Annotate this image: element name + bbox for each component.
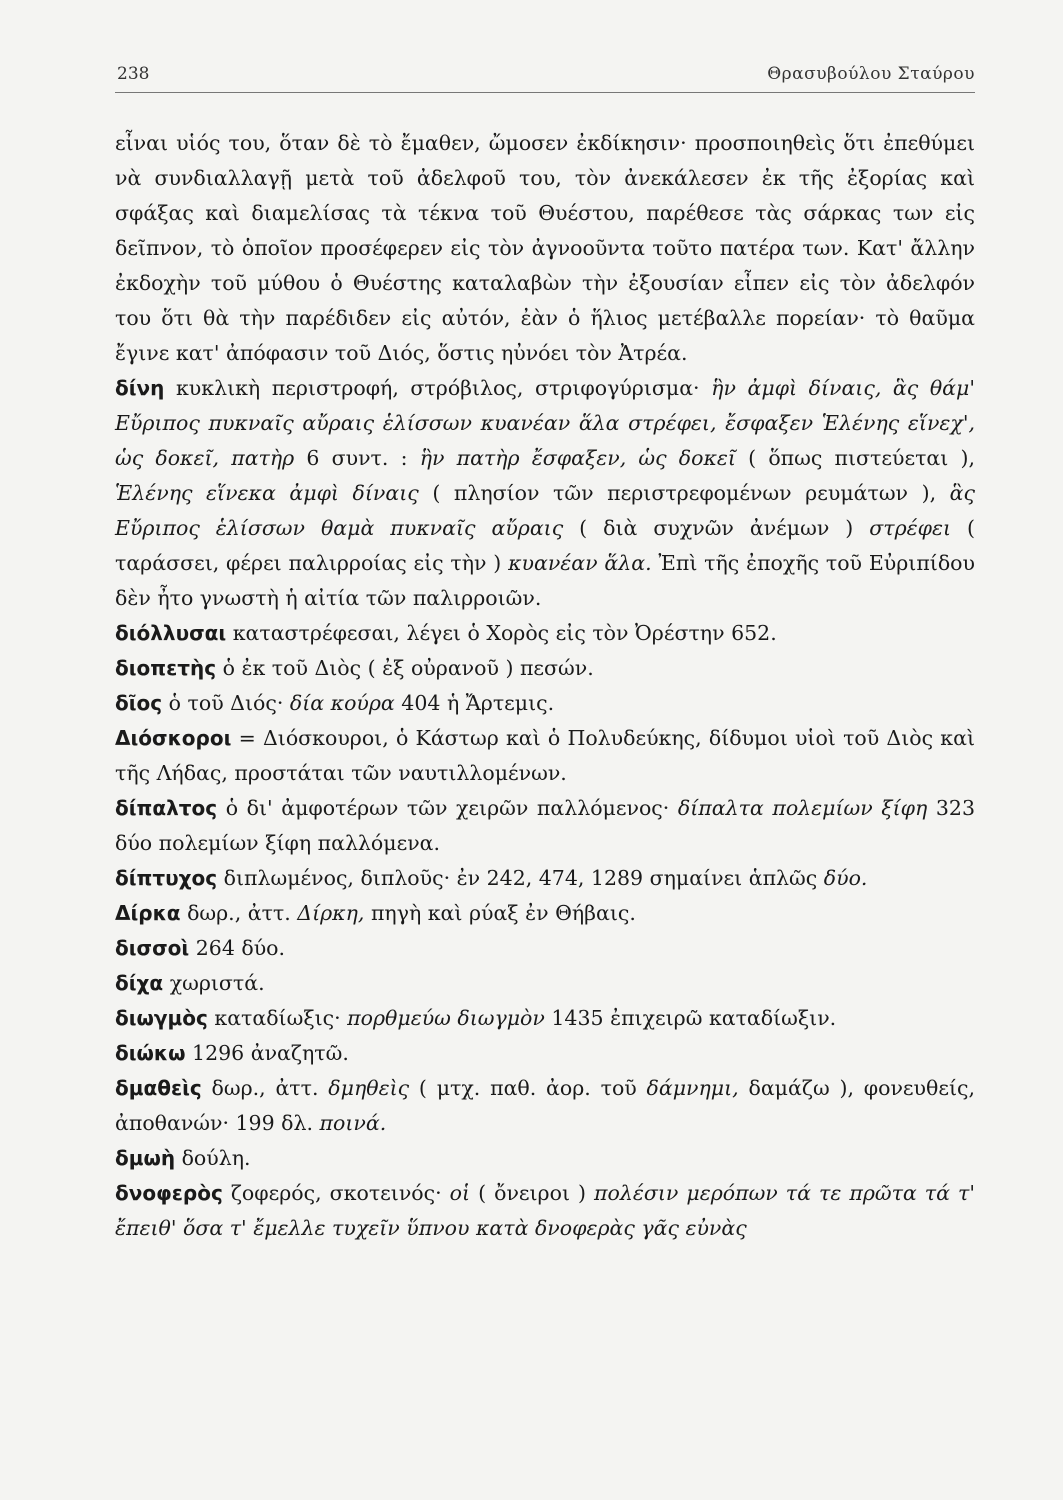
- quote-text: πολέσιν μερόπων τά τε πρῶτα τά τ' ἔπειθ' ὅσα τ' ἔμελλε τυχεῖν ὕπνου κατὰ δνοφερὰς γᾶς εὐνὰς: [115, 1181, 975, 1240]
- quote-text: κυανέαν ἅλα.: [508, 551, 652, 575]
- headword: δμωὴ: [115, 1146, 176, 1170]
- quote-text: οἱ: [449, 1181, 471, 1205]
- entry-dnoferos: [115, 1176, 975, 1246]
- quote-text: δίπαλτα πολεμίων ξίφη: [677, 796, 928, 820]
- entry-dissoi: [115, 931, 975, 966]
- headword: διωγμὸς: [115, 1006, 208, 1030]
- entry-diollysai: [115, 616, 975, 651]
- quote-text: δμηθεὶς: [328, 1076, 410, 1100]
- quote-text: δία κούρα: [289, 691, 395, 715]
- headword: διόλλυσαι: [115, 621, 227, 645]
- entry-text: 323 δύο πολεμίων ξίφη παλλόμενα.: [115, 796, 975, 855]
- quote-text: Ἑλένης εἵνεκα ἀμφὶ δίναις: [115, 481, 419, 505]
- quote-text: στρέφει: [869, 516, 952, 540]
- entry-dmatheis: [115, 1071, 975, 1141]
- entry-text: ὁ δι' ἀμφοτέρων τῶν χειρῶν παλλόμενος·: [217, 796, 678, 820]
- headword: διώκω: [115, 1041, 186, 1065]
- entry-text: ( πλησίον τῶν περιστρεφομένων ρευμάτων ),: [418, 481, 950, 505]
- entry-text: κυκλικὴ περιστροφή, στρόβιλος, στριφογύρισμα·: [164, 376, 712, 400]
- entry-text: ( ταράσσει, φέρει παλιρροίας εἰς τὴν ): [115, 516, 976, 575]
- entry-text: διπλωμένος, διπλοῦς· ἐν 242, 474, 1289 σημαίνει ἁπλῶς: [217, 866, 824, 890]
- quote-text: ἣν πατὴρ ἔσφαξεν, ὡς δοκεῖ: [419, 446, 736, 470]
- entry-text: 1296 ἀναζητῶ.: [185, 1041, 349, 1065]
- entry-text: 1435 ἐπιχειρῶ καταδίωξιν.: [544, 1006, 837, 1030]
- entry-dicha: [115, 966, 975, 1001]
- entry-text: 264 δύο.: [189, 936, 286, 960]
- headword: δίπτυχος: [115, 866, 218, 890]
- entry-diopetis: [115, 651, 975, 686]
- entry-text: ( διὰ συχνῶν ἀνέμων ): [563, 516, 870, 540]
- entry-text: δούλη.: [175, 1146, 251, 1170]
- quote-text: δύο.: [823, 866, 868, 890]
- entry-diogmos: [115, 1001, 975, 1036]
- headword: δίνη: [115, 376, 165, 400]
- headword: δίχα: [115, 971, 164, 995]
- headword: Δίρκα: [115, 901, 181, 925]
- entry-diptychos: [115, 861, 975, 896]
- entry-text: 404 ἡ Ἄρτεμις.: [394, 691, 555, 715]
- entry-text: καταστρέφεσαι, λέγει ὁ Χορὸς εἰς τὸν Ὀρέστην 652.: [226, 621, 777, 645]
- entry-text: χωριστά.: [163, 971, 265, 995]
- headword: Διόσκοροι: [115, 726, 232, 750]
- entry-dipaltos: [115, 791, 975, 861]
- entry-dirka: [115, 896, 975, 931]
- entry-text: δαμάζω ), φονευθείς, ἀποθανών· 199 δλ.: [115, 1076, 976, 1135]
- quote-text: Δίρκη,: [297, 901, 365, 925]
- entry-text: δωρ., ἀττ.: [201, 1076, 329, 1100]
- quote-text: ποινά.: [319, 1111, 387, 1135]
- entry-dios: [115, 686, 975, 721]
- headword: διοπετὴς: [115, 656, 217, 680]
- glossary-body: [115, 126, 975, 1246]
- entry-text: ( ὅπως πιστεύεται ),: [735, 446, 975, 470]
- headword: δίπαλτος: [115, 796, 218, 820]
- entry-dmoi: [115, 1141, 975, 1176]
- quote-text: δάμνημι,: [646, 1076, 739, 1100]
- entry-text: 6 συντ. :: [294, 446, 420, 470]
- entry-text: ζοφερός, σκοτεινός·: [222, 1181, 450, 1205]
- entry-dioskoroi: [115, 721, 975, 791]
- page-number: 238: [117, 64, 150, 84]
- headword: δμαθεὶς: [115, 1076, 202, 1100]
- entry-text: καταδίωξις·: [207, 1006, 348, 1030]
- quote-text: ἃς Εὔριπος ἑλίσσων θαμὰ πυκναῖς αὔραις: [115, 481, 975, 540]
- entry-text: δωρ., ἀττ.: [180, 901, 298, 925]
- quote-text: πορθμεύω διωγμὸν: [347, 1006, 545, 1030]
- entry-text: = Διόσκουροι, ὁ Κάστωρ καὶ ὁ Πολυδεύκης, δίδυμοι υἱοὶ τοῦ Διὸς καὶ τῆς Λήδας, προστάται τῶν ναυτιλλομένων.: [115, 726, 975, 785]
- entry-dini: [115, 371, 975, 616]
- intro-paragraph: εἶναι υἱός του, ὅταν δὲ τὸ ἔμαθεν, ὤμοσεν ἐκδίκησιν· προσποιηθεὶς ὅτι ἐπεθύμει νὰ συνδιαλλαγῇ μετὰ τοῦ ἀδελφοῦ του, τὸν ἀνεκάλεσεν ἐκ τῆς ἐξορίας καὶ σφάξας καὶ διαμελίσας τὰ τέκνα τοῦ Θυέστου, παρέθεσε τὰς σάρκας των εἰς δεῖπνον, τὸ ὁποῖον προσέφερεν εἰς τὸν ἀγνοοῦντα τοῦτο πατέρα των. Κατ' ἄλλην ἐκδοχὴν τοῦ μύθου ὁ Θυέστης καταλαβὼν τὴν ἐξουσίαν εἶπεν εἰς τὸν ἀδελφόν του ὅτι θὰ τὴν παρέδιδεν εἰς αὐτόν, ἐὰν ὁ ἥλιος μετέβαλλε πορείαν· τὸ θαῦμα ἔγινε κατ' ἀπόφασιν τοῦ Διός, ὅστις ηὐνόει τὸν Ἀτρέα.: [115, 131, 975, 365]
- page-header: [115, 62, 975, 93]
- entry-diuko: [115, 1036, 975, 1071]
- entry-text: ὁ ἐκ τοῦ Διὸς ( ἐξ οὐρανοῦ ) πεσών.: [216, 656, 594, 680]
- headword: δισσοὶ: [115, 936, 190, 960]
- entry-text: ( μτχ. παθ. ἀορ. τοῦ: [409, 1076, 647, 1100]
- headword: δνοφερὸς: [115, 1181, 223, 1205]
- entry-text: ὁ τοῦ Διός·: [162, 691, 290, 715]
- entry-text: ( ὄνειροι ): [470, 1181, 595, 1205]
- headword: δῖος: [115, 691, 163, 715]
- entry-text: Ἐπὶ τῆς ἐποχῆς τοῦ Εὐριπίδου δὲν ἦτο γνωστὴ ἡ αἰτία τῶν παλιρροιῶν.: [115, 551, 975, 610]
- running-title: Θρασυβούλου Σταύρου: [767, 64, 975, 84]
- entry-text: πηγὴ καὶ ρύαξ ἐν Θήβαις.: [364, 901, 636, 925]
- quote-text: ἣν ἀμφὶ δίναις, ἃς θάμ' Εὔριπος πυκναῖς αὔραις ἑλίσσων κυανέαν ἅλα στρέφει, ἔσφαξεν Ἑλένης εἵνεχ', ὡς δοκεῖ, πατὴρ: [115, 376, 975, 470]
